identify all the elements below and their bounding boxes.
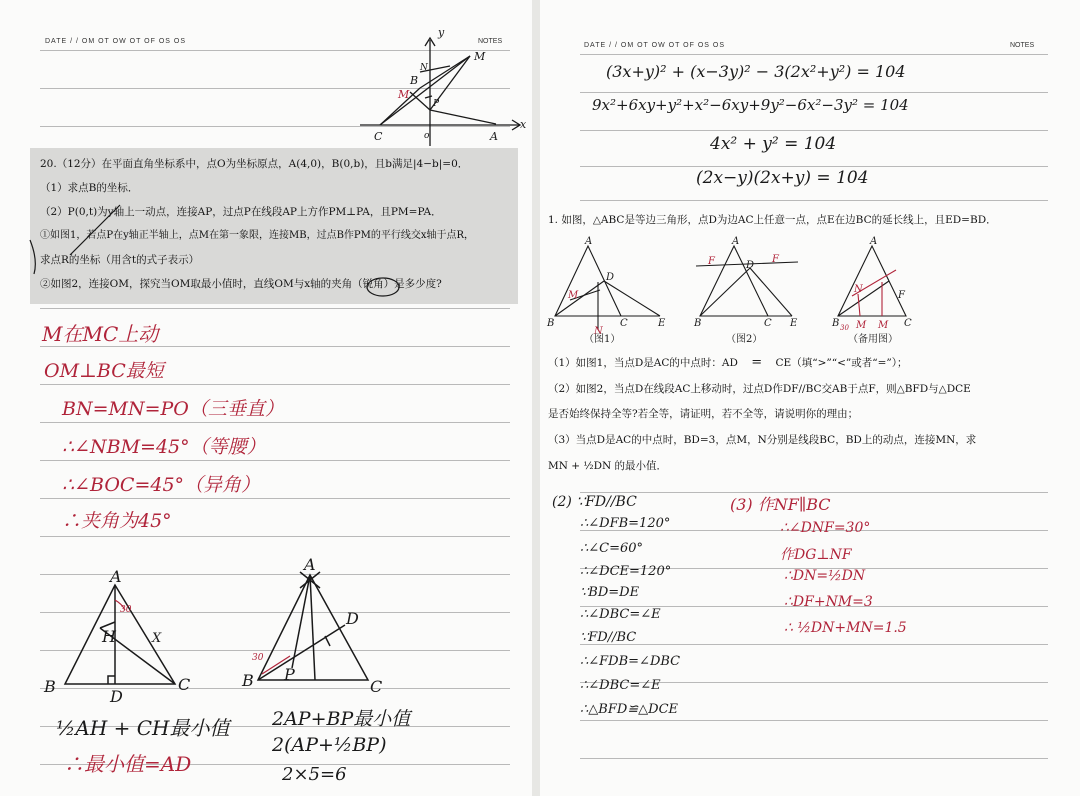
sol2-line-6: ∴∠DBC=∠E <box>580 607 661 622</box>
right-notebook-page <box>540 0 1080 796</box>
bottom-hw-right-2: 2(AP+½BP) <box>272 734 387 756</box>
sol3-line-3: 作DG⊥NF <box>780 547 852 563</box>
fig2-b: B <box>694 318 702 329</box>
label-c: C <box>374 130 383 143</box>
sol2-line-7: ∵FD//BC <box>580 630 637 645</box>
sol2-line-5: ∵BD=DE <box>580 585 640 600</box>
ruled-line <box>580 720 1048 721</box>
label-m: M <box>474 50 486 63</box>
sol2-line-9: ∴∠DBC=∠E <box>580 678 661 693</box>
fig1-m: M <box>568 290 579 301</box>
fig3-b: B <box>832 318 840 329</box>
fig3-m: M <box>856 320 867 331</box>
question-1 <box>548 355 908 370</box>
sol2-line-8: ∴∠FDB=∠DBC <box>580 654 681 669</box>
fig3-caption: （备用图） <box>848 334 898 345</box>
fig-right-b: B <box>242 671 254 690</box>
fig3-n: N <box>854 284 863 295</box>
equation-line-4: (2x−y)(2x+y) = 104 <box>696 168 869 188</box>
fig3-30: 30 <box>840 324 849 332</box>
fig-left-a: A <box>110 567 122 586</box>
sol3-line-6: ∴ ½DN+MN=1.5 <box>784 620 907 636</box>
fig-left-b: B <box>44 677 56 696</box>
label-n: N <box>420 63 428 73</box>
fig3-c: C <box>904 318 912 329</box>
problem-line: （1）求点B的坐标． <box>40 182 139 194</box>
sol2-line-10: ∴△BFD≌△DCE <box>580 702 679 717</box>
label-a: A <box>490 130 498 143</box>
equation-line-2: 9x²+6xy+y²+x²−6xy+9y²−6x²−3y² = 104 <box>592 96 909 114</box>
page-gutter <box>532 0 540 796</box>
fig2-f: F <box>708 256 715 267</box>
fig-right-p: P <box>284 665 295 684</box>
question-1-answer: = <box>751 355 763 370</box>
label-m2: M <box>398 88 410 101</box>
fig-right-a: A <box>304 555 316 574</box>
sol2-line-1: (2) ∵FD//BC <box>552 494 637 510</box>
sol3-line-5: ∴DF+NM=3 <box>784 594 873 610</box>
fig3-a: A <box>870 236 878 247</box>
bottom-hw-right-3: 2×5=6 <box>282 764 347 785</box>
notes-header: NOTES <box>1010 42 1035 49</box>
date-header: DATE / / OM OT OW OT OF OS OS <box>584 42 726 49</box>
fig1-c: C <box>620 318 628 329</box>
question-3-line-2: MN + ½DN 的最小值． <box>548 460 668 472</box>
note-line-5: ∴∠BOC=45°（异角） <box>62 474 261 496</box>
fig1-n: N <box>594 326 603 337</box>
problem-line: （2）P(0,t)为y轴上一动点，连接AP，过点P在线段AP上方作PM⊥PA，且PM=PA． <box>40 206 442 218</box>
fig-left-30: 30 <box>120 605 132 615</box>
fig1-caption: （图1） <box>584 334 621 345</box>
bottom-hw-right-1: 2AP+BP最小值 <box>272 708 411 730</box>
fig3-f: F <box>898 290 905 301</box>
problem-1-statement: 1. 如图，△ABC是等边三角形，点D为边AC上任意一点，点E在边BC的延长线上，且ED=BD． <box>548 214 997 226</box>
sol3-line-4: ∴DN=½DN <box>784 568 866 584</box>
fig-left-x: X <box>152 631 162 646</box>
date-header: DATE / / OM OT OW OT OF OS OS <box>45 38 187 45</box>
equation-line-3: 4x² + y² = 104 <box>710 134 837 154</box>
sol3-line-2: ∴∠DNF=30° <box>780 520 871 536</box>
problem-line: 求点R的坐标（用含t的式子表示） <box>40 254 200 266</box>
geometry-figures <box>540 0 1080 360</box>
equation-line-1: (3x+y)² + (x−3y)² − 3(2x²+y²) = 104 <box>606 62 906 81</box>
note-line-2: OM⊥BC最短 <box>44 360 164 382</box>
fig1-d: D <box>606 272 615 283</box>
fig-left-c: C <box>178 675 191 694</box>
label-o: o <box>424 131 430 141</box>
bottom-hw-left-1: ½AH + CH最小值 <box>56 716 230 740</box>
fig2-c: C <box>764 318 772 329</box>
bottom-hw-left-2: ∴最小值=AD <box>64 752 192 776</box>
note-line-6: ∴夹角为45° <box>62 510 172 532</box>
ruled-line <box>580 644 1048 645</box>
fig2-a: A <box>732 236 740 247</box>
fig2-e: E <box>790 318 798 329</box>
label-x: x <box>520 118 527 131</box>
note-line-4: ∴∠NBM=45°（等腰） <box>62 436 266 458</box>
fig1-a: A <box>585 236 593 247</box>
fig-right-30: 30 <box>252 653 264 663</box>
sol3-line-1: (3) 作NF∥BC <box>730 495 831 514</box>
fig2-f2: F <box>772 254 779 265</box>
triangle-sketch-right <box>0 0 532 796</box>
note-line-1: M在MC上动 <box>42 322 159 346</box>
fig1-e: E <box>658 318 666 329</box>
fig1-b: B <box>547 318 555 329</box>
sol2-line-3: ∴∠C=60° <box>580 541 644 556</box>
sol2-line-4: ∴∠DCE=120° <box>580 564 672 579</box>
label-p: P <box>433 99 440 109</box>
label-y: y <box>438 26 445 39</box>
left-notebook-page <box>0 0 532 796</box>
fig2-d: D <box>746 260 755 271</box>
problem-line: ②如图2，连接OM，探究当OM取最小值时，直线OM与x轴的夹角（锐角）是多少度? <box>40 278 442 290</box>
problem-line: 20.（12分）在平面直角坐标系中，点O为坐标原点，A(4,0)，B(0,b)，且b满足|4−b|=0． <box>40 158 469 170</box>
sol2-line-2: ∴∠DFB=120° <box>580 516 671 531</box>
question-1-text: （1）如图1，当点D是AC的中点时：AD <box>548 357 738 369</box>
fig3-m2: M <box>878 320 889 331</box>
notes-header: NOTES <box>478 38 503 45</box>
question-2-line-1: （2）如图2，当点D在线段AC上移动时，过点D作DF//BC交AB于点F，则△BFD与△DCE <box>548 383 971 395</box>
fig-left-d: D <box>110 687 123 706</box>
fig2-caption: （图2） <box>726 334 763 345</box>
question-3-line-1: （3）当点D是AC的中点时，BD=3，点M，N分别是线段BC，BD上的动点，连接MN，求 <box>548 434 977 446</box>
note-line-3: BN=MN=PO（三垂直） <box>62 398 284 420</box>
question-1-tail: CE（填“>”“<”或者“=”）； <box>775 357 908 369</box>
fig-left-h: H <box>102 627 116 646</box>
fig-right-c: C <box>370 677 383 696</box>
fig-right-d: D <box>346 609 359 628</box>
label-b: B <box>410 74 419 87</box>
problem-line: ①如图1，若点P在y轴正半轴上，点M在第一象限，连接MB，过点B作PM的平行线交x轴于点R， <box>40 230 475 241</box>
question-2-line-2: 是否始终保持全等?若全等，请证明，若不全等，请说明你的理由； <box>548 408 859 420</box>
ruled-line <box>580 758 1048 759</box>
